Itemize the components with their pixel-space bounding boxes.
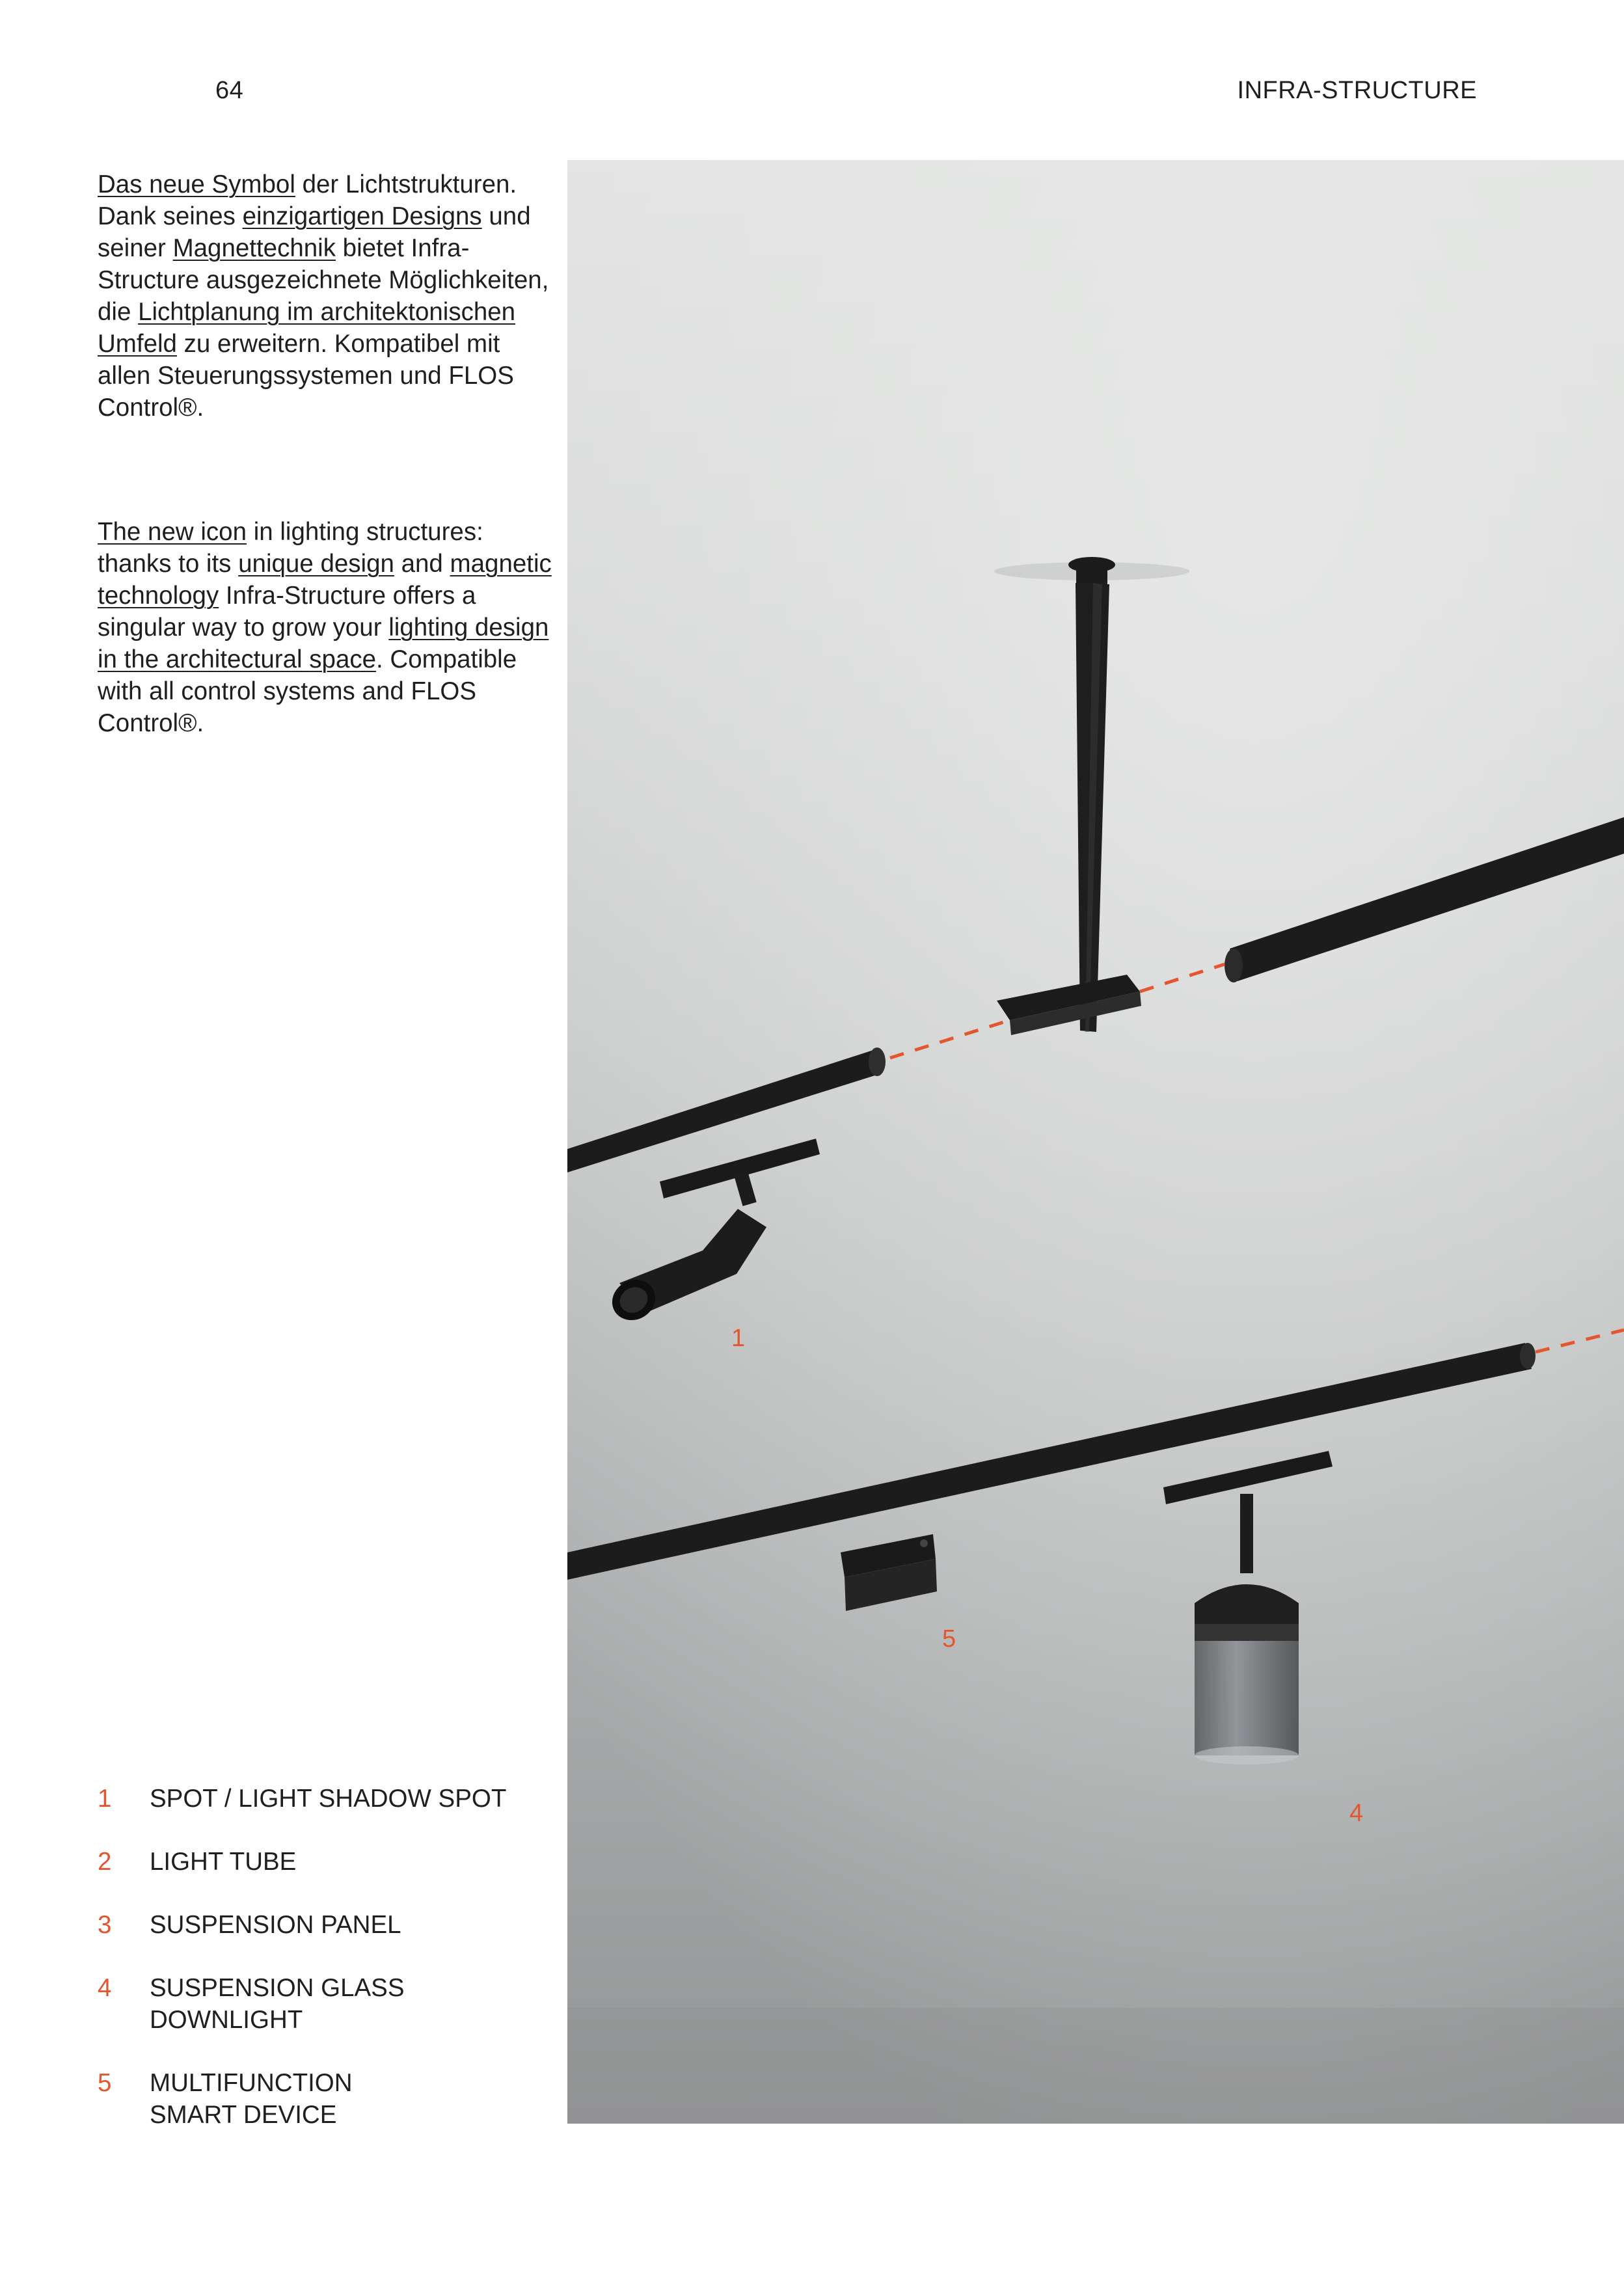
intro-de-link-3: Magnettechnik: [172, 234, 336, 262]
legend-label: SPOT / LIGHT SHADOW SPOT: [150, 1785, 507, 1813]
legend-label: LIGHT TUBE: [150, 1848, 297, 1876]
legend-item: [98, 1846, 566, 1878]
intro-en-link-3: magnetic technology: [98, 550, 552, 610]
intro-de-link-2: einzigartigen Designs: [242, 202, 482, 230]
intro-en-text-3: Infra-Structure offers a singular way to grow your: [98, 582, 476, 642]
intro-de-text-1: der Lichtstrukturen. Dank seines: [98, 170, 517, 230]
page-number: 64: [215, 77, 244, 104]
intro-en-link-2: unique design: [238, 550, 394, 578]
legend-item: [98, 1909, 566, 1941]
intro-de-link-1: Das neue Symbol: [98, 170, 295, 198]
intro-en-link-1: The new icon: [98, 518, 247, 546]
legend-label: SUSPENSION PANEL: [150, 1911, 401, 1939]
callout-4: 4: [1349, 1800, 1364, 1827]
intro-de-link-4: Lichtplanung im architektonischen Umfeld: [98, 298, 516, 358]
legend-label: MULTIFUNCTION SMART DEVICE: [150, 2069, 353, 2129]
intro-de-text-3: bietet Infra-Structure ausgezeichnete Möglichkeiten, die: [98, 234, 549, 326]
legend-item: [98, 1783, 566, 1815]
intro-de-text-2: und seiner: [98, 202, 531, 262]
intro-en-link-4: lighting design in the architectural space: [98, 614, 549, 673]
legend-number: 3: [98, 1911, 112, 1939]
product-legend: [98, 1783, 566, 2162]
intro-de-text-4: zu erweitern. Kompatibel mit allen Steuerungssystemen und FLOS Control®.: [98, 330, 514, 422]
legend-item: [98, 1972, 566, 2036]
intro-en-text-2: and: [394, 550, 450, 578]
intro-text-english: [98, 516, 553, 739]
legend-number: 1: [98, 1785, 112, 1813]
product-photo: [567, 160, 1624, 2124]
section-title: INFRA-STRUCTURE: [1237, 77, 1477, 104]
callout-1: 1: [731, 1325, 746, 1352]
ceiling-glow: [567, 160, 1624, 2124]
legend-number: 2: [98, 1848, 112, 1876]
legend-number: 5: [98, 2069, 112, 2097]
intro-en-text-4: . Compatible with all control systems and FLOS Control®.: [98, 645, 517, 737]
legend-item: [98, 2067, 566, 2131]
legend-label: SUSPENSION GLASS DOWNLIGHT: [150, 1974, 405, 2034]
bottom-shading: [567, 2008, 1624, 2124]
product-illustration: [567, 160, 1624, 2124]
intro-text-german: [98, 169, 553, 424]
legend-number: 4: [98, 1974, 112, 2002]
intro-en-text-1: in lighting structures: thanks to its: [98, 518, 483, 578]
callout-5: 5: [942, 1625, 956, 1653]
